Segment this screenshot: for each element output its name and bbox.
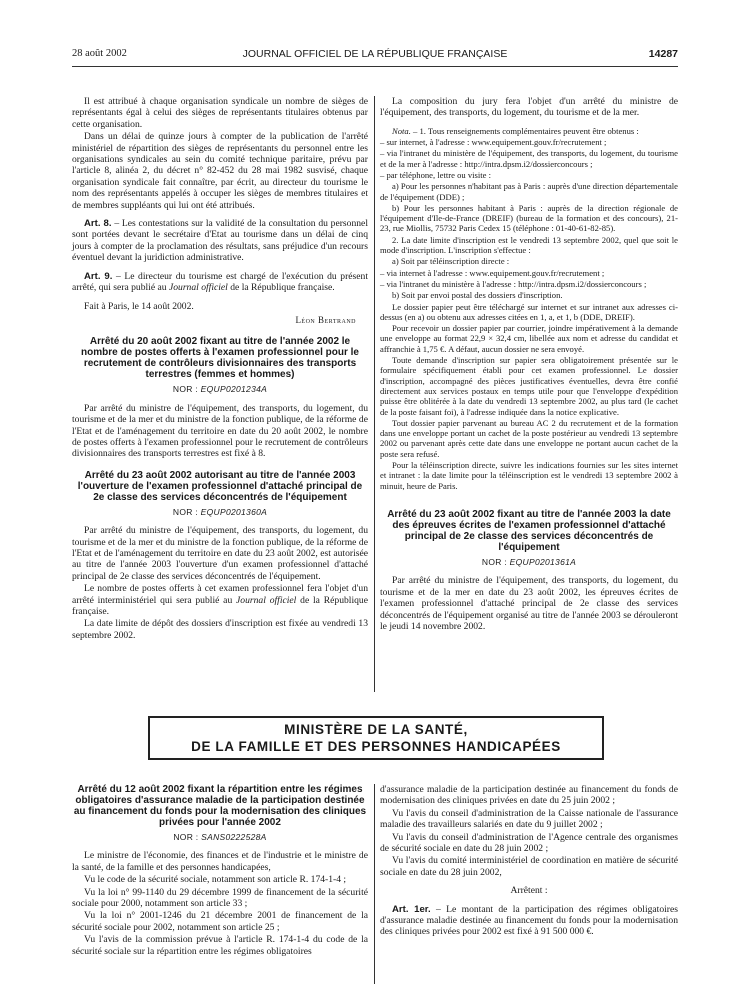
article-9 [72,271,368,294]
arrete-title: Arrêté du 23 août 2002 fixant au titre de l'année 2003 la date des épreuves écrites de l'examen professionnel d'attaché principal de 2e classe des services déconcentrés de l'équipement [387,508,671,553]
article-text: – Le directeur du tourisme est chargé de l'exécution du présent arrêté, qui sera publié au [72,270,368,294]
ministry-banner [148,716,604,760]
paragraph: Vu l'avis du conseil d'administration de l'Agence centrale des organismes de sécurité sociale en date du 28 juin 2002 ; [380,831,678,855]
article-label: Art. 8. [84,218,112,230]
nota: Nota. – 1. Tous renseignements complémentaires peuvent être obtenus : [392,125,639,136]
column-divider [374,96,375,692]
paragraph: Par arrêté du ministre de l'équipement, des transports, du logement, du tourisme et de la mer et du ministre de la fonction publique, de la réforme de l'Etat et de l'aménagement du territoire en date du 20 août 2002, le nombre de postes offerts à l'examen professionnel pour le recrutement de contrôleurs divisionnaires des transports terrestres est fixé à 8. [72,402,368,460]
nota-line: b) Pour les personnes habitant à Paris : auprès de la direction régionale de l'équipement d'Ile-de-France (DREIF) (bureau de la formation et des concours), 21-23, rue Miollis, 75732 Paris Cedex 15 (téléphone : 01-40-61-82-85). [380,202,678,234]
nota-line: b) Soit par envoi postal des dossiers d'inscription. [392,290,563,301]
nota-line: Tout dossier papier parvenant au bureau AC 2 du recrutement et de la formation dans une enveloppe portant un cachet de la poste postérieur au vendredi 13 septembre 2002 ou parvenant après cette date dans une enveloppe ne portant aucun cachet de la poste sera refusé. [380,417,678,459]
paragraph: Dans un délai de quinze jours à compter de la publication de l'arrêté ministériel de répartition des sièges de représentants du personnel entre les organisations syndicales au sein du comité technique paritaire, prévu par l'article 8, alinéa 2, du décret n° 82-452 du 28 mai 1982 susvisé, chaque organisation syndicale fait connaître, par écrit, au directeur du tourisme le nom des représentants appelés à occuper les sièges de membres titulaires et de membres suppléants qui lui ont été attribués. [72,131,368,211]
nota-line: – sur internet, à l'adresse : www.equipement.gouv.fr/recrutement ; [380,137,607,148]
paragraph: La date limite de dépôt des dossiers d'inscription est fixée au vendredi 13 septembre 2002. [72,618,368,641]
column-divider [374,784,375,984]
article-label: Art. 9. [84,270,113,282]
nor-reference: NOR : SANS0222528A [173,832,267,842]
paragraph: Il est attribué à chaque organisation syndicale un nombre de sièges de représentants égal à celui des sièges de représentants titulaires obtenus par cette organisation. [72,96,368,130]
paragraph: Par arrêté du ministre de l'équipement, des transports, du logement, du tourisme et de la mer en date du 23 août 2002, les épreuves écrites de l'examen professionnel d'attaché principal de 2e classe des services déconcentrés de l'équipement organisé au titre de l'année 2003 se dérouleront le jeudi 14 novembre 2002. [380,575,678,632]
nota-line: – par téléphone, lettre ou visite : [380,170,491,180]
nota-line: – via internet à l'adresse : www.equipement.gouv.fr/recrutement ; [380,267,605,278]
paragraph: Vu la loi n° 2001-1246 du 21 décembre 2001 de financement de la sécurité sociale pour 2002, notamment son article 25 ; [72,910,368,933]
nota-line: Pour la téléinscription directe, suivre les indications fournies sur les sites internet et intranet : la date limite pour la téléinscription est le vendredi 13 septembre 2002 à minuit, heure de Paris. [380,460,678,491]
nor-reference: NOR : EQUP0201361A [481,556,577,567]
nota-line: 2. La date limite d'inscription est le vendredi 13 septembre 2002, quel que soit le mode d'inscription. L'inscription s'effectue : [380,234,678,256]
paragraph: Vu le code de la sécurité sociale, notamment son article R. 174-1-4 ; [84,874,347,886]
paragraph: Le ministre de l'économie, des finances et de l'industrie et le ministre de la santé, de la famille et des personnes handicapées, [72,850,368,873]
right-column-bottom [380,784,678,939]
nota-line: – via l'intranet du ministère de l'équipement, des transports, du logement, du tourisme et de la mer à l'adresse : http://intra.dpsm.i2/dossierconcours ; [380,148,678,169]
journal-title: JOURNAL OFFICIEL DE LA RÉPUBLIQUE FRANÇAISE [242,48,508,60]
header-date: 28 août 2002 [72,48,127,59]
article-text: de la République française. [227,282,335,294]
paragraph: Vu l'avis du conseil d'administration de la Caisse nationale de l'assurance maladie des travailleurs salariés en date du 9 juillet 2002 ; [380,807,678,831]
page-number: 14287 [648,48,678,60]
paragraph: La composition du jury fera l'objet d'un arrêté du ministre de l'équipement, des transports, du logement, du tourisme et de la mer. [380,96,678,119]
arretent: Arrêtent : [510,885,548,897]
paragraph: Vu l'avis du comité interministériel de coordination en matière de sécurité sociale en date du 28 juin 2002, [380,855,678,878]
article-1 [380,904,678,938]
arrete-title: Arrêté du 20 août 2002 fixant au titre de l'année 2002 le nombre de postes offerts à l'examen professionnel pour le recrutement de contrôleurs divisionnaires des transports terrestres (femmes et hommes) [81,336,359,381]
nota-line: Pour recevoir un dossier papier par courrier, joindre impérativement à la demande une enveloppe au format 22,9 × 32,4 cm, libellée aux nom et adresse du candidat et affranchie à 1,75 €. A défaut, aucun dossier ne sera envoyé. [380,323,678,354]
arrete-title: Arrêté du 12 août 2002 fixant la répartition entre les régimes obligatoires d'assurance maladie de la participation destinée au financement du fonds pour la modernisation des cliniques privées pour l'année 2002 [73,784,367,828]
nor-reference: NOR : EQUP0201360A [172,506,268,517]
paragraph: Vu l'avis de la commission prévue à l'article R. 174-1-4 du code de la sécurité sociale sur la répartition entre les régimes obligatoires [72,934,368,957]
ministry-line-2: DE LA FAMILLE ET DES PERSONNES HANDICAPÉES [191,739,561,754]
article-label: Art. 1er. [392,903,431,915]
place-date: Fait à Paris, le 14 août 2002. [84,300,194,312]
nota-line: – via l'intranet du ministère à l'adresse : http://intra.dpsm.i2/dossierconcours ; [380,278,647,289]
left-column-top [72,96,368,642]
nota-label: Nota. [392,125,411,136]
left-column-bottom [72,784,368,958]
paragraph: Vu la loi n° 99-1140 du 29 décembre 1999 de financement de la sécurité sociale pour 2000, notamment son article 33 ; [72,886,368,910]
arrete-title: Arrêté du 23 août 2002 autorisant au titre de l'année 2003 l'ouverture de l'examen professionnel d'attaché principal de 2e classe des services déconcentrés de l'équipement [77,469,363,503]
article-text: – Le montant de la participation des régimes obligatoires d'assurance maladie destinée au financement du fonds pour la modernisation des cliniques privées pour 2002 est fixé à 91 500 000 €. [380,903,678,938]
nota-line: Toute demande d'inscription sur papier sera obligatoirement présentée sur le formulaire spécifiquement établi pour cet examen professionnel. Le dossier d'inscription, accompagné des pièces justificatives éventuelles, devra être confié directement aux services postaux en temps utile pour que l'enveloppe d'expédition puisse être oblitérée à la date du vendredi 13 septembre 2002, au plus tard (le cachet de la poste faisant foi), à l'adresse indiquée dans la notice explicative. [380,355,678,417]
header-rule [72,66,678,67]
paragraph: Le nombre de postes offerts à cet examen professionnel fera l'objet d'un arrêté interministériel qui sera publié au Journal officiel de la République française. [72,583,368,617]
paragraph: d'assurance maladie de la participation destinée au financement du fonds de modernisation des cliniques privées en date du 25 juin 2002 ; [380,784,678,807]
journal-reference: Journal officiel [168,282,228,294]
right-column-top [380,96,678,633]
article-8 [72,218,368,264]
journal-reference: Journal officiel [236,594,297,606]
nota-line: a) Pour les personnes n'habitant pas à Paris : auprès d'une direction départementale de l'équipement (DDE) ; [380,181,678,202]
ministry-line-1: MINISTÈRE DE LA SANTÉ, [284,722,468,737]
paragraph: Par arrêté du ministre de l'équipement, des transports, du logement, du tourisme et de la mer et du ministre de la fonction publique, de la réforme de l'Etat et de l'aménagement du territoire en date du 23 août 2002, est autorisée au titre de l'année 2003 l'ouverture d'un examen professionnel d'attaché principal de 2e classe des services déconcentrés de l'équipement. [72,525,368,582]
nor-reference: NOR : EQUP0201234A [172,384,268,395]
article-text: – Les contestations sur la validité de la consultation du personnel sont portées devant le secrétaire d'Etat au tourisme dans un délai de cinq jours à compter de la proclamation des résultats, sans préjudice d'un recours éventuel devant la juridiction administrative. [72,218,368,264]
page-header [72,48,678,64]
nota-section [380,126,678,491]
signature: Léon Bertrand [295,314,356,325]
nota-line: Le dossier papier peut être téléchargé sur internet et sur intranet aux adresses ci-dessus (en a) ou obtenu aux adresses citées en 1, a, et 1, b (DDE, DREIF). [380,301,678,322]
nota-line: a) Soit par téléinscription directe : [392,256,510,267]
